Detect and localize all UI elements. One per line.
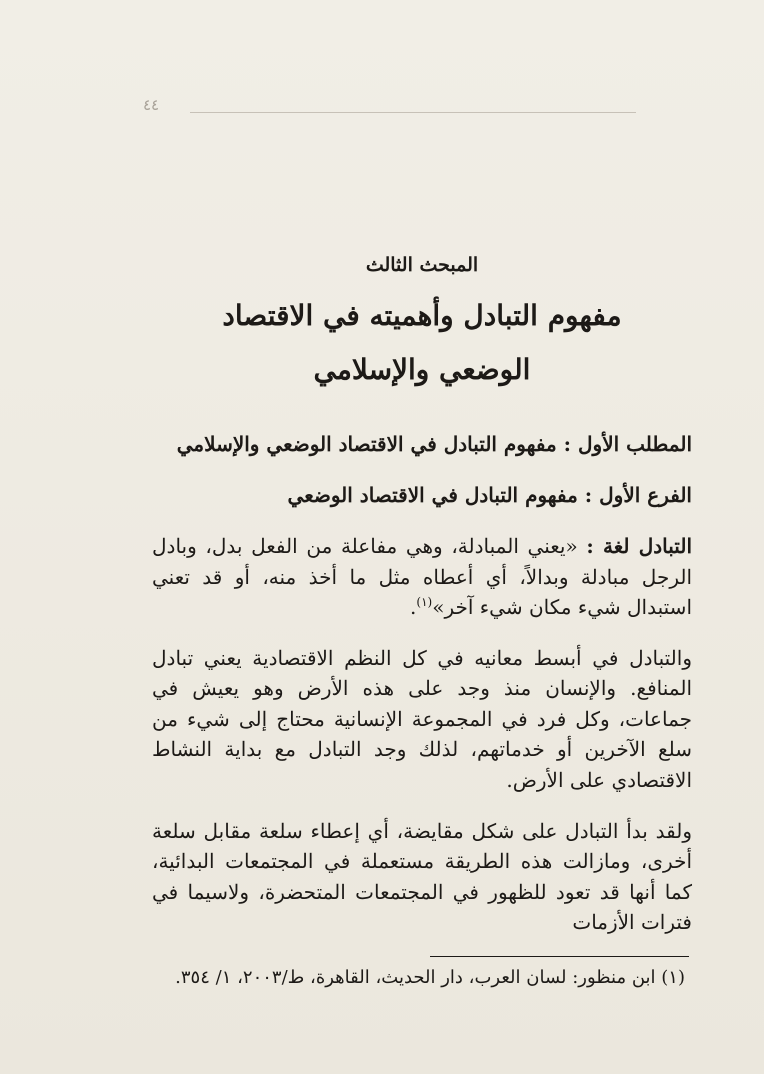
paragraph-3: ولقد بدأ التبادل على شكل مقايضة، أي إعطاء سلعة مقابل سلعة أخرى، ومازالت هذه الطريقة مستعملة في المجتمعات البدائية، كما أنها قد تعود للظهور في المجتمعات المتحضرة، ولاسيما في فترات الأزمات xyxy=(152,818,692,935)
heading-1: المطلب الأول : مفهوم التبادل في الاقتصاد الوضعي والإسلامي xyxy=(176,431,692,456)
footnote-reference: (١) xyxy=(416,595,433,610)
page-number: ٤٤ xyxy=(143,96,160,114)
paragraph-1-text: «يعني المبادلة، وهي مفاعلة من الفعل بدل، وبادل الرجل مبادلة وبدالاً، أي أعطاه مثل ما أخذ منه، أو قد تعني استبدال شيء مكان شيء آخر» xyxy=(152,533,692,620)
paragraph-1-label: التبادل لغة : xyxy=(586,533,692,558)
page-title-line-1: مفهوم التبادل وأهميته في الاقتصاد xyxy=(222,298,622,332)
page-body xyxy=(152,252,692,938)
page-title-line-2: الوضعي والإسلامي xyxy=(313,352,531,386)
paragraph-1 xyxy=(152,531,692,623)
header-rule xyxy=(190,112,636,113)
section-kicker: المبحث الثالث xyxy=(365,254,479,276)
footnote: (١) ابن منظور: لسان العرب، دار الحديث، القاهرة، ط/٢٠٠٣، ١/ ٣٥٤. xyxy=(175,967,685,988)
heading-2: الفرع الأول : مفهوم التبادل في الاقتصاد الوضعي xyxy=(287,482,692,507)
footnote-rule xyxy=(430,956,689,957)
paragraph-2: والتبادل في أبسط معانيه في كل النظم الاقتصادية يعني تبادل المنافع. والإنسان منذ وجد على هذه الأرض وهو يعيش في جماعات، وكل فرد في المجموعة الإنسانية محتاج إلى شيء من سلع الآخرين أو خدماتهم، لذلك وجد التبادل مع بداية النشاط الاقتصادي على الأرض. xyxy=(152,645,692,793)
paragraph-1-end: . xyxy=(410,595,417,620)
